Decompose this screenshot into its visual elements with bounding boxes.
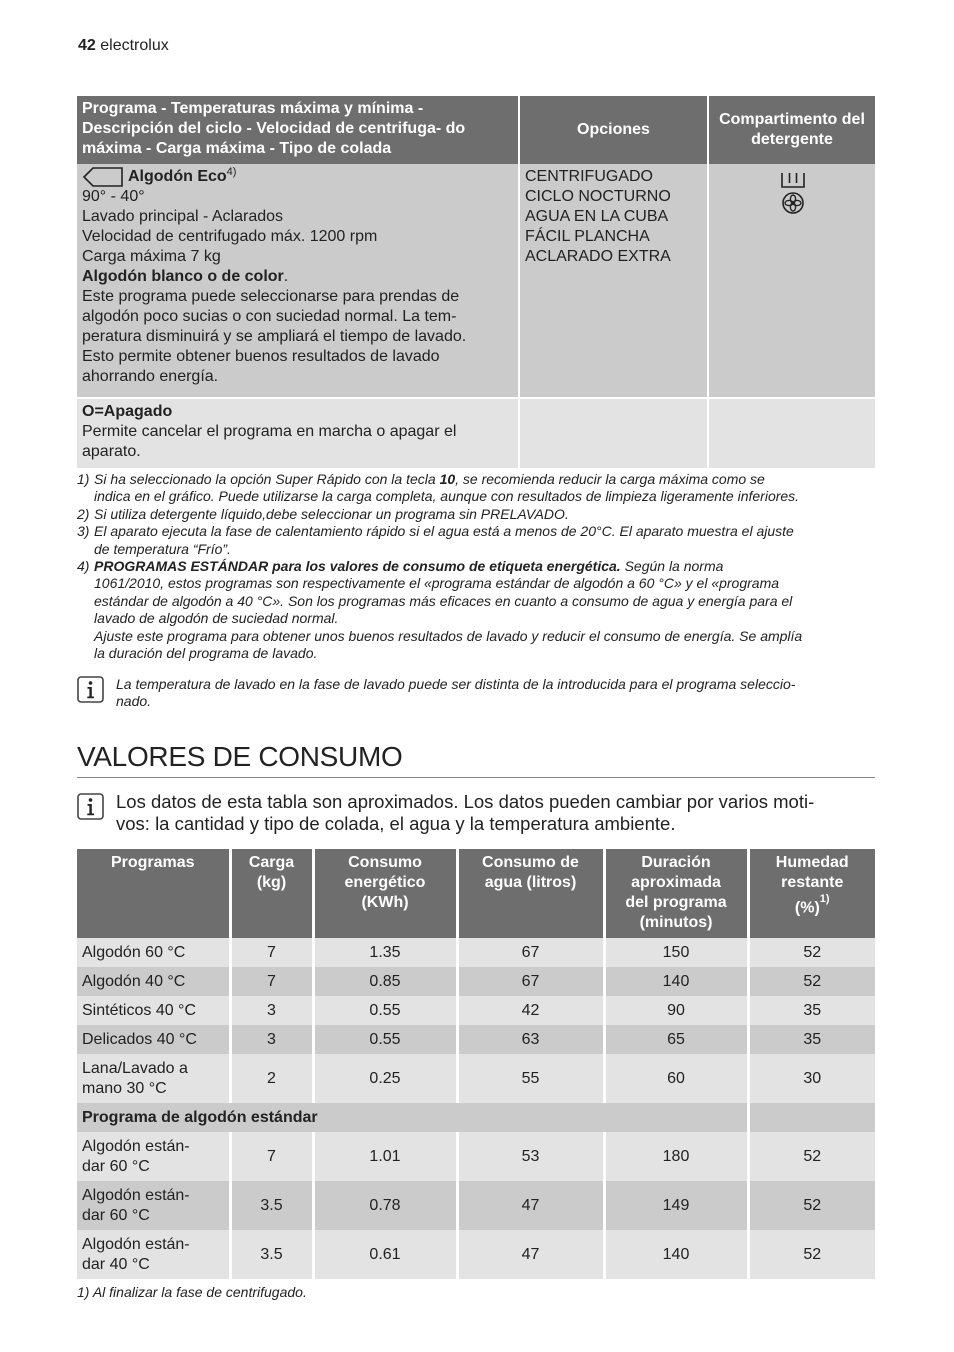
cell-duration: 149 [604,1181,748,1230]
program-desc-line: Esto permite obtener buenos resultados de lavado [82,348,440,365]
option-item: CICLO NOCTURNO [525,188,671,205]
header-programs: Programas [77,849,230,938]
section-divider [77,777,875,778]
off-desc-line: aparato. [82,443,141,460]
footnote-4-cont: estándar de algodón a 40 °C». Son los programas más eficaces en cuanto a consumo de agua y energía para el [94,592,793,609]
table-section-row [77,1103,875,1132]
page-number: 42 [78,37,96,54]
program-table-header [77,96,875,164]
program-line: Carga máxima 7 kg [82,248,221,265]
option-item: FÁCIL PLANCHA [525,228,650,245]
info-note-line: nado. [116,693,152,710]
footnote-1: 1) Si ha seleccionado la opción Super Rápido con la tecla 10, se recomienda reducir la carga máxima como se [77,471,765,487]
program-row-off [77,398,875,468]
section-title: VALORES DE CONSUMO [77,741,403,772]
cell-program: Lana/Lavado a mano 30 °C [77,1054,230,1103]
cell-humidity: 35 [748,996,875,1025]
program-fabric: Algodón blanco o de color. [82,268,289,285]
cell-water: 42 [457,996,604,1025]
table-row [77,1230,875,1279]
cell-duration: 140 [604,1230,748,1279]
cell-water: 47 [457,1181,604,1230]
cell-duration: 180 [604,1132,748,1181]
cell-duration: 65 [604,1025,748,1054]
cell-humidity: 35 [748,1025,875,1054]
program-line: Lavado principal - Aclarados [82,208,284,225]
cell-energy: 1.35 [313,938,457,967]
program-detergent [708,164,875,398]
header-humidity: Humedad restante (%)$^{1)}$ [748,849,875,938]
option-item: ACLARADO EXTRA [525,248,671,265]
cell-load: 3.5 [230,1230,313,1279]
cell-program: Algodón están- dar 60 °C [77,1181,230,1230]
cell-energy: 0.55 [313,996,457,1025]
cell-water: 67 [457,967,604,996]
info-note-consumption [77,791,877,835]
table-row [77,1025,875,1054]
footnote-3-cont: de temperatura “Frío”. [94,540,231,557]
table-row [77,938,875,967]
cell-water: 55 [457,1054,604,1103]
program-desc-line: ahorrando energía. [82,368,219,385]
header-load: Carga (kg) [230,849,313,938]
program-desc-line: algodón poco sucias o con suciedad normal. La tem- [82,308,457,325]
program-row-cotton-eco [77,164,875,398]
cell-humidity: 52 [748,938,875,967]
table-row [77,967,875,996]
info-note-temperature [77,676,877,711]
program-description [77,164,519,398]
footnote-4-cont: 1061/2010, estos programas son respectivamente el «programa estándar de algodón a 60 °C» y el «programa [94,575,780,592]
cell-energy: 0.78 [313,1181,457,1230]
off-desc-line: Permite cancelar el programa en marcha o apagar el [82,423,457,440]
consumption-table [77,849,875,1279]
softener-compartment-icon [781,191,805,215]
header-duration: Duración aproximada del programa (minutos) [604,849,748,938]
cell-duration: 60 [604,1054,748,1103]
cell-duration: 140 [604,967,748,996]
info-icon [77,793,104,820]
cell-water: 67 [457,938,604,967]
info-note-line: vos: la cantidad y tipo de colada, el agua y la temperatura ambiente. [116,813,676,834]
cell-humidity: 52 [748,967,875,996]
program-line: Velocidad de centrifugado máx. 1200 rpm [82,228,378,245]
section-empty-cell [748,1103,875,1132]
program-options [519,164,708,398]
info-note-line: La temperatura de lavado en la fase de lavado puede ser distinta de la introducida para el programa seleccio- [116,676,796,692]
cell-energy: 0.85 [313,967,457,996]
cell-energy: 1.01 [313,1132,457,1181]
info-note-line: Los datos de esta tabla son aproximados. Los datos pueden cambiar por varios moti- [116,791,815,812]
table-row [77,996,875,1025]
cell-duration: 150 [604,938,748,967]
cell-load: 7 [230,1132,313,1181]
table-row [77,1132,875,1181]
table-footnote: 1) Al finalizar la fase de centrifugado. [77,1284,307,1300]
cell-load: 7 [230,967,313,996]
cell-energy: 0.25 [313,1054,457,1103]
off-detergent [708,398,875,468]
cell-water: 47 [457,1230,604,1279]
header-options: Opciones [519,96,708,164]
cell-load: 2 [230,1054,313,1103]
cell-program: Sintéticos 40 °C [77,996,230,1025]
off-description [77,398,519,468]
cell-load: 3.5 [230,1181,313,1230]
option-item: AGUA EN LA CUBA [525,208,669,225]
cell-water: 63 [457,1025,604,1054]
cell-water: 53 [457,1132,604,1181]
consumption-table-header [77,849,875,938]
footnote-1-cont: indica en el gráfico. Puede utilizarse la carga completa, aunque con resultados de limpieza ligeramente inferiores. [94,488,800,505]
footnote-2: 2) Si utiliza detergente líquido,debe seleccionar un programa sin PRELAVADO. [77,505,569,522]
section-label: Programa de algodón estándar [77,1103,748,1132]
program-desc-line: Este programa puede seleccionarse para prendas de [82,288,460,305]
header-water: Consumo de agua (litros) [457,849,604,938]
cell-program: Algodón 60 °C [77,938,230,967]
table-row [77,1054,875,1103]
footnote-4-cont: lavado de algodón de suciedad normal. [94,610,339,627]
cell-energy: 0.55 [313,1025,457,1054]
cell-load: 3 [230,996,313,1025]
footnote-4-cont: Ajuste este programa para obtener unos buenos resultados de lavado y reducir el consumo de energía. Se amplía [94,627,803,644]
header-detergent: Compartimento del detergente [708,96,875,164]
program-table [77,96,875,468]
program-desc-line: peratura disminuirá y se ampliará el tiempo de lavado. [82,328,467,345]
cell-program: Algodón 40 °C [77,967,230,996]
cell-load: 7 [230,938,313,967]
main-wash-compartment-icon [780,169,806,191]
off-title: O=Apagado [82,403,173,420]
cell-humidity: 52 [748,1230,875,1279]
footnote-4: 4) PROGRAMAS ESTÁNDAR para los valores de consumo de etiqueta energética. Según la norma [77,558,724,575]
cell-humidity: 52 [748,1181,875,1230]
brand-name: electrolux [100,37,169,54]
header-program: Programa - Temperaturas máxima y mínima - Descripción del ciclo - Velocidad de centrifuga- do máxima - Carga máxima - Tipo de colada [77,96,519,164]
program-line: 90° - 40° [82,188,145,205]
program-title: Algodón Eco $^{4)}$ [82,167,514,187]
footnotes [77,471,877,662]
cotton-eco-icon [82,167,124,187]
table-row [77,1181,875,1230]
cell-humidity: 52 [748,1132,875,1181]
cell-program: Algodón están- dar 40 °C [77,1230,230,1279]
cell-duration: 90 [604,996,748,1025]
header-energy: Consumo energético (KWh) [313,849,457,938]
cell-humidity: 30 [748,1054,875,1103]
option-item: CENTRIFUGADO [525,168,653,185]
footnote-3: 3) El aparato ejecuta la fase de calentamiento rápido si el agua está a menos de 20°C. El aparato muestra el ajuste [77,523,794,540]
info-icon [77,676,104,703]
cell-program: Delicados 40 °C [77,1025,230,1054]
page-header [78,37,169,55]
cell-program: Algodón están- dar 60 °C [77,1132,230,1181]
cell-load: 3 [230,1025,313,1054]
footnote-4-cont: la duración del programa de lavado. [94,645,318,662]
off-options [519,398,708,468]
cell-energy: 0.61 [313,1230,457,1279]
